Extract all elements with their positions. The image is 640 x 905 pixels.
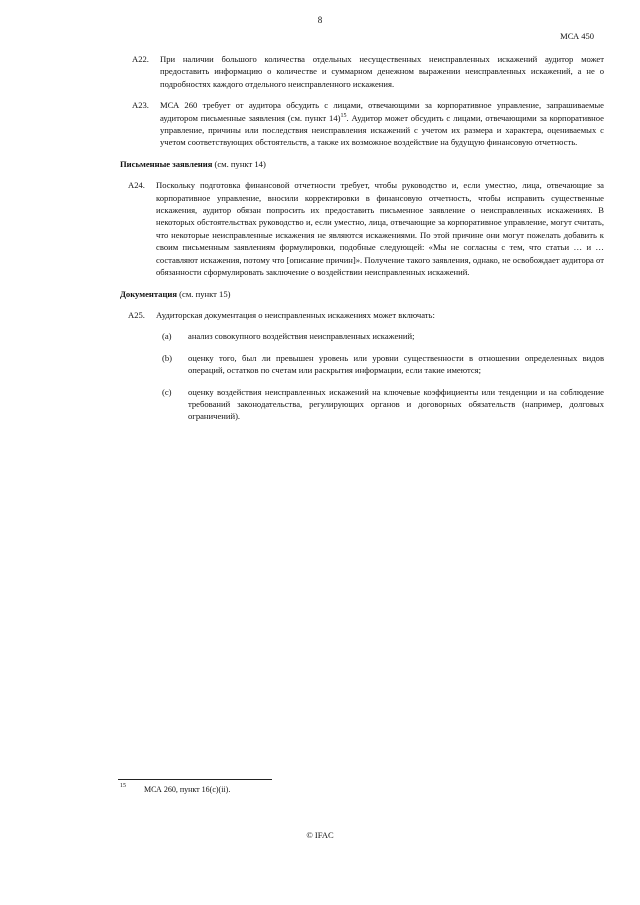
footnote-reference[interactable]: 15 <box>340 112 347 119</box>
paragraph-text: Аудиторская документация о неисправленных искажениях может включать: <box>156 309 435 320</box>
list-label: (c) <box>162 386 172 397</box>
footnote-divider <box>118 779 272 780</box>
document-code: МСА 450 <box>560 31 594 41</box>
footnote-number: 15 <box>120 783 126 789</box>
paragraph-text-continued: . Аудитор может обсудить с лицами, отвечающими за корпоративное управление, причины или последствия неисправления искажений с учетом их размера и характера, оцениваемых с учетом соответствующих обстоятельств, а также их возможное воздействие на будущую финансовую отчетность. <box>160 112 604 148</box>
list-item-a <box>120 330 604 342</box>
page-number: 8 <box>317 15 323 25</box>
section-heading-documentation <box>120 288 604 300</box>
footnote-text: МСА 260, пункт 16(c)(ii). <box>144 785 231 794</box>
copyright-footer: © IFAC <box>306 830 334 840</box>
heading-reference: (см. пункт 14) <box>212 158 266 169</box>
list-item-c <box>120 386 604 423</box>
paragraph-number: A23. <box>132 100 149 111</box>
heading-reference: (см. пункт 15) <box>177 288 231 299</box>
heading-title: Письменные заявления <box>120 158 213 169</box>
heading-title: Документация <box>120 288 178 299</box>
section-heading-written-representations <box>120 158 604 170</box>
list-label: (b) <box>162 352 173 363</box>
paragraph-number: A25. <box>128 309 145 320</box>
document-body <box>120 53 604 432</box>
paragraph-number: A22. <box>132 54 149 64</box>
list-label: (a) <box>162 331 172 342</box>
paragraph-text: МСА 260 требует от аудитора обсудить с лицами, отвечающими за корпоративное управление, запрашиваемые аудитором письменные заявления (см. пункт 14) <box>160 100 604 123</box>
paragraph-a23 <box>120 99 604 149</box>
list-text: анализ совокупного воздействия неисправленных искажений; <box>188 331 415 342</box>
paragraph-a24 <box>120 179 604 278</box>
paragraph-a22 <box>120 53 604 90</box>
paragraph-number: A24. <box>128 180 145 191</box>
paragraph-text: Поскольку подготовка финансовой отчетности требует, чтобы руководство и, если уместно, лица, отвечающие за корпоративное управление, вносили корректировки в финансовую отчетность, чтобы исправить существенные искажения, аудитор обязан попросить их предоставить письменное заявление о неисправленных искажениях. В некоторых обстоятельствах руководство и, если уместно, лица, отвечающие за корпоративное управление, могут считать, что некоторые неисправленные искажения не являются искажениями. По этой причине они могут пожелать добавить к своим письменным заявлениям формулировки, подобные следующей: «Мы не согласны с тем, что статьи … и … составляют искажения, потому что [описание причин]». Получение такого заявления, однако, не освобождает аудитора от обязанности сформулировать заключение о воздействии неисправленных искажений. <box>156 180 604 278</box>
list-text: оценку того, был ли превышен уровень или уровни существенности в отношении определенных видов операций, остатков по счетам или раскрытия информации, если такие имеются; <box>188 352 604 376</box>
paragraph-text: При наличии большого количества отдельных несущественных неисправленных искажений аудитор может предоставить информацию о количестве и суммарном денежном выражении неисправленных искажений, а не о подробностях каждого отдельного неисправленного искажения. <box>160 54 604 89</box>
list-item-b <box>120 352 604 377</box>
list-text: оценку воздействия неисправленных искажений на ключевые коэффициенты или тенденции и на соблюдение требований законодательства, регулирующих органов и договорных обязательств (например, долговых ограничений). <box>188 386 604 422</box>
paragraph-a25 <box>120 309 604 321</box>
